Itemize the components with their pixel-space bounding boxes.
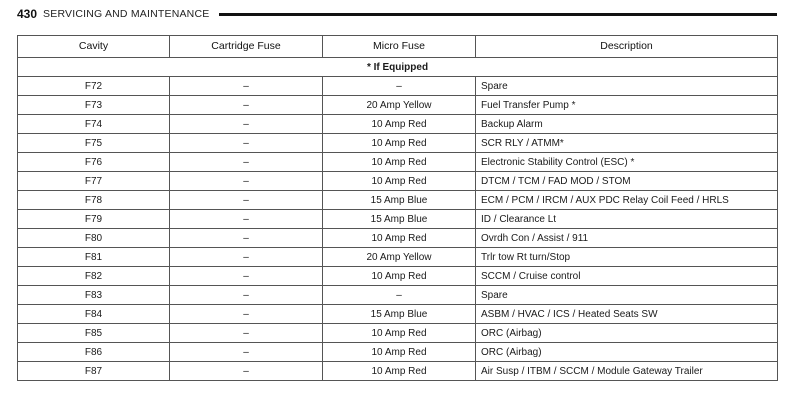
cell-micro-fuse: – (323, 286, 476, 305)
cell-cartridge-fuse: – (170, 191, 323, 210)
cell-cavity: F72 (18, 77, 170, 96)
cell-description: ORC (Airbag) (476, 343, 778, 362)
cell-micro-fuse: 10 Amp Red (323, 115, 476, 134)
cell-cavity: F85 (18, 324, 170, 343)
cell-cavity: F83 (18, 286, 170, 305)
table-row (18, 305, 778, 324)
cell-micro-fuse: 10 Amp Red (323, 229, 476, 248)
cell-cartridge-fuse: – (170, 115, 323, 134)
cell-description: Fuel Transfer Pump * (476, 96, 778, 115)
cell-cavity: F77 (18, 172, 170, 191)
cell-micro-fuse: 10 Amp Red (323, 134, 476, 153)
table-row (18, 267, 778, 286)
page-header (17, 5, 777, 23)
cell-cartridge-fuse: – (170, 305, 323, 324)
cell-description: Backup Alarm (476, 115, 778, 134)
cell-micro-fuse: – (323, 77, 476, 96)
cell-description: Spare (476, 77, 778, 96)
cell-cavity: F84 (18, 305, 170, 324)
cell-cavity: F76 (18, 153, 170, 172)
cell-cartridge-fuse: – (170, 343, 323, 362)
cell-description: Trlr tow Rt turn/Stop (476, 248, 778, 267)
cell-description: ECM / PCM / IRCM / AUX PDC Relay Coil Feed / HRLS (476, 191, 778, 210)
cell-micro-fuse: 10 Amp Red (323, 324, 476, 343)
cell-micro-fuse: 10 Amp Red (323, 362, 476, 381)
cell-micro-fuse: 10 Amp Red (323, 153, 476, 172)
table-row (18, 210, 778, 229)
cell-description: ID / Clearance Lt (476, 210, 778, 229)
cell-cavity: F82 (18, 267, 170, 286)
note-row (18, 58, 778, 77)
cell-cavity: F75 (18, 134, 170, 153)
cell-cartridge-fuse: – (170, 210, 323, 229)
cell-cartridge-fuse: – (170, 172, 323, 191)
cell-description: ORC (Airbag) (476, 324, 778, 343)
table-row (18, 362, 778, 381)
header-rule (219, 13, 777, 16)
cell-micro-fuse: 20 Amp Yellow (323, 96, 476, 115)
column-header-cartridge-fuse: Cartridge Fuse (170, 36, 323, 58)
cell-cartridge-fuse: – (170, 77, 323, 96)
table-row (18, 343, 778, 362)
column-header-cavity: Cavity (18, 36, 170, 58)
table-row (18, 286, 778, 305)
cell-cavity: F79 (18, 210, 170, 229)
cell-micro-fuse: 20 Amp Yellow (323, 248, 476, 267)
table-row (18, 77, 778, 96)
fuse-table (17, 35, 778, 381)
cell-cavity: F81 (18, 248, 170, 267)
cell-cartridge-fuse: – (170, 229, 323, 248)
column-header-micro-fuse: Micro Fuse (323, 36, 476, 58)
cell-cartridge-fuse: – (170, 267, 323, 286)
cell-micro-fuse: 10 Amp Red (323, 172, 476, 191)
table-row (18, 134, 778, 153)
cell-cavity: F73 (18, 96, 170, 115)
table-row (18, 191, 778, 210)
cell-micro-fuse: 10 Amp Red (323, 267, 476, 286)
table-row (18, 248, 778, 267)
cell-cartridge-fuse: – (170, 134, 323, 153)
cell-cartridge-fuse: – (170, 362, 323, 381)
cell-micro-fuse: 15 Amp Blue (323, 191, 476, 210)
column-header-description: Description (476, 36, 778, 58)
cell-micro-fuse: 15 Amp Blue (323, 305, 476, 324)
cell-cavity: F78 (18, 191, 170, 210)
table-header-row (18, 36, 778, 58)
table-row (18, 229, 778, 248)
cell-micro-fuse: 10 Amp Red (323, 343, 476, 362)
cell-description: Ovrdh Con / Assist / 911 (476, 229, 778, 248)
table-row (18, 324, 778, 343)
cell-cartridge-fuse: – (170, 248, 323, 267)
table-body (18, 58, 778, 381)
page-number: 430 (17, 7, 38, 21)
cell-cavity: F80 (18, 229, 170, 248)
table-row (18, 172, 778, 191)
if-equipped-note: * If Equipped (18, 58, 778, 77)
cell-cavity: F74 (18, 115, 170, 134)
cell-description: Electronic Stability Control (ESC) * (476, 153, 778, 172)
cell-cavity: F87 (18, 362, 170, 381)
cell-cartridge-fuse: – (170, 324, 323, 343)
table-row (18, 153, 778, 172)
cell-cavity: F86 (18, 343, 170, 362)
table-row (18, 96, 778, 115)
cell-cartridge-fuse: – (170, 153, 323, 172)
section-title: SERVICING AND MAINTENANCE (43, 8, 210, 20)
cell-description: Spare (476, 286, 778, 305)
cell-micro-fuse: 15 Amp Blue (323, 210, 476, 229)
table-row (18, 115, 778, 134)
cell-description: SCR RLY / ATMM* (476, 134, 778, 153)
cell-description: SCCM / Cruise control (476, 267, 778, 286)
cell-cartridge-fuse: – (170, 286, 323, 305)
cell-description: DTCM / TCM / FAD MOD / STOM (476, 172, 778, 191)
cell-description: ASBM / HVAC / ICS / Heated Seats SW (476, 305, 778, 324)
cell-cartridge-fuse: – (170, 96, 323, 115)
cell-description: Air Susp / ITBM / SCCM / Module Gateway Trailer (476, 362, 778, 381)
